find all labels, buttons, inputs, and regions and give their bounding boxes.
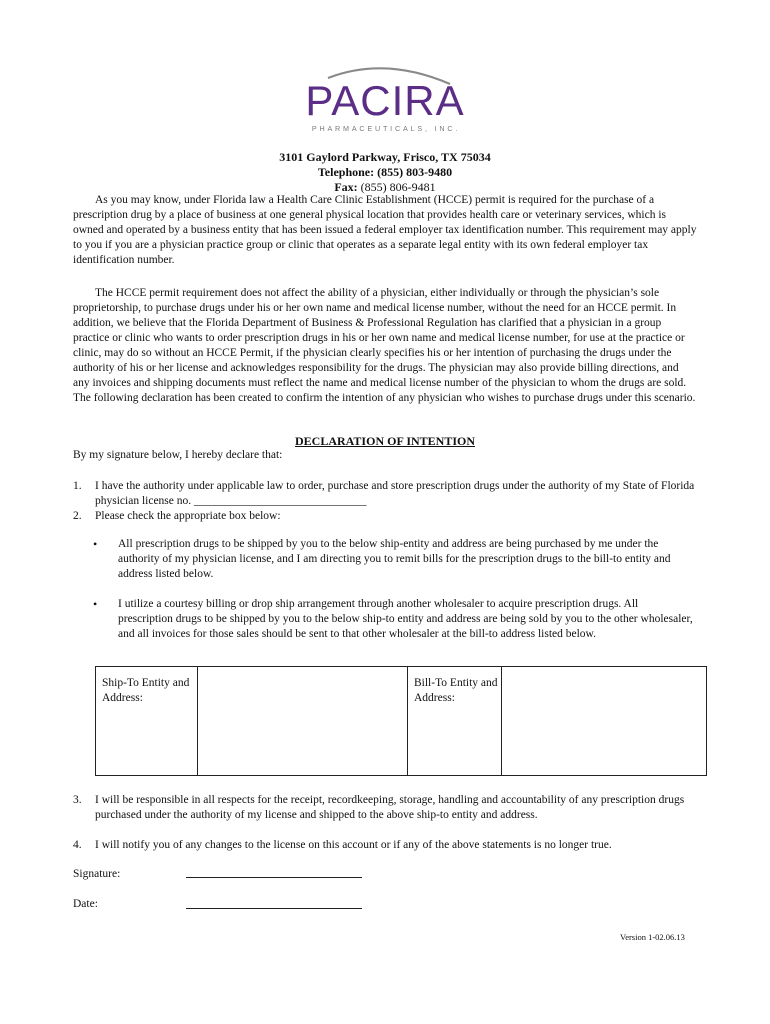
bill-to-label: Bill-To Entity and Address: xyxy=(414,677,498,704)
intro-paragraph: As you may know, under Florida law a Health Care Clinic Establishment (HCCE) permit is required for the purchase of a prescription drug by a place of business at one general physical location that provides health care or veterinary services, which is owned and operated by a business entity that has been issued a federal employer tax identification number. This requirement may apply to you if you are a physician practice group or clinic that operates as a separate legal entity with its own federal employer tax identification number. xyxy=(73,194,697,266)
item-number: 3. xyxy=(73,794,82,806)
date-label: Date: xyxy=(73,898,98,910)
logo-wordmark: PACIRA xyxy=(305,77,465,124)
item-responsibility: I will be responsible in all respects for the receipt, recordkeeping, storage, handling and accountability of any prescription drugs purchased under the authority of my license and shipped to the above ship-to entity and address. xyxy=(95,794,685,821)
declaration-intro: By my signature below, I hereby declare that: xyxy=(73,449,283,461)
company-address: 3101 Gaylord Parkway, Frisco, TX 75034 xyxy=(279,150,491,164)
table-divider xyxy=(407,667,408,775)
option-direct-billing: All prescription drugs to be shipped by you to the below ship-entity and address are being purchased by me under the authority of my physician license, and I am directing you to remit bills for the prescription drugs to the bill-to entity and address listed below. xyxy=(118,538,671,580)
ship-to-field[interactable] xyxy=(198,667,406,775)
company-fax: Fax: (855) 806-9481 xyxy=(334,180,436,194)
item-number: 2. xyxy=(73,510,82,522)
item-number: 1. xyxy=(73,480,82,492)
signature-label: Signature: xyxy=(73,868,121,880)
ship-to-label: Ship-To Entity and Address: xyxy=(102,677,190,704)
bullet-icon: • xyxy=(93,597,98,611)
hcce-paragraph: The HCCE permit requirement does not affect the ability of a physician, either individually or through the physician’s sole proprietorship, to purchase drugs under his or her own name and medical license number, without the need for an HCCE permit. In addition, we believe that the Florida Department of Business & Professional Regulation has clarified that a physician in a group practice or clinic who wants to order prescription drugs in his or her own name and medical license number, for use at the practice or clinic, may do so without an HCCE Permit, if the physician clearly specifies his or her intention of purchasing the drugs under the authority of his or her license and acknowledges responsibility for the drugs. The physician may also provide billing directions, and any invoices and shipping documents must reflect the name and medical license number of the physician to whom the drugs are sold. The following declaration has been created to confirm the intention of any physician who wishes to purchase drugs under this scenario. xyxy=(73,287,696,404)
address-table xyxy=(95,666,707,776)
bullet-icon: • xyxy=(93,537,98,551)
item-check-box-instruction: Please check the appropriate box below: xyxy=(95,510,281,522)
signature-field[interactable] xyxy=(186,876,362,878)
item-number: 4. xyxy=(73,839,82,851)
logo-tagline: PHARMACEUTICALS, INC. xyxy=(311,124,461,133)
logo-graphic xyxy=(290,62,480,137)
pacira-logo xyxy=(290,62,480,137)
item-license-authority: I have the authority under applicable law to order, purchase and store prescription drugs under the authority of my State of Florida physician license no. ______________________________ xyxy=(95,480,695,507)
date-field[interactable] xyxy=(186,907,362,909)
item-notify-changes: I will notify you of any changes to the license on this account or if any of the above statements is no longer true. xyxy=(95,839,612,851)
bill-to-field[interactable] xyxy=(502,667,706,775)
version-label: Version 1-02.06.13 xyxy=(620,932,685,942)
option-courtesy-billing: I utilize a courtesy billing or drop ship arrangement through another wholesaler to acquire prescription drugs. All prescription drugs to be shipped by you to the below ship-to entity and address are being sold by you to the other wholesaler, and all invoices for those sales should be sent to that other wholesaler at the bill-to address listed below. xyxy=(118,598,693,640)
declaration-title: DECLARATION OF INTENTION xyxy=(294,434,476,448)
company-telephone: Telephone: (855) 803-9480 xyxy=(317,165,453,179)
